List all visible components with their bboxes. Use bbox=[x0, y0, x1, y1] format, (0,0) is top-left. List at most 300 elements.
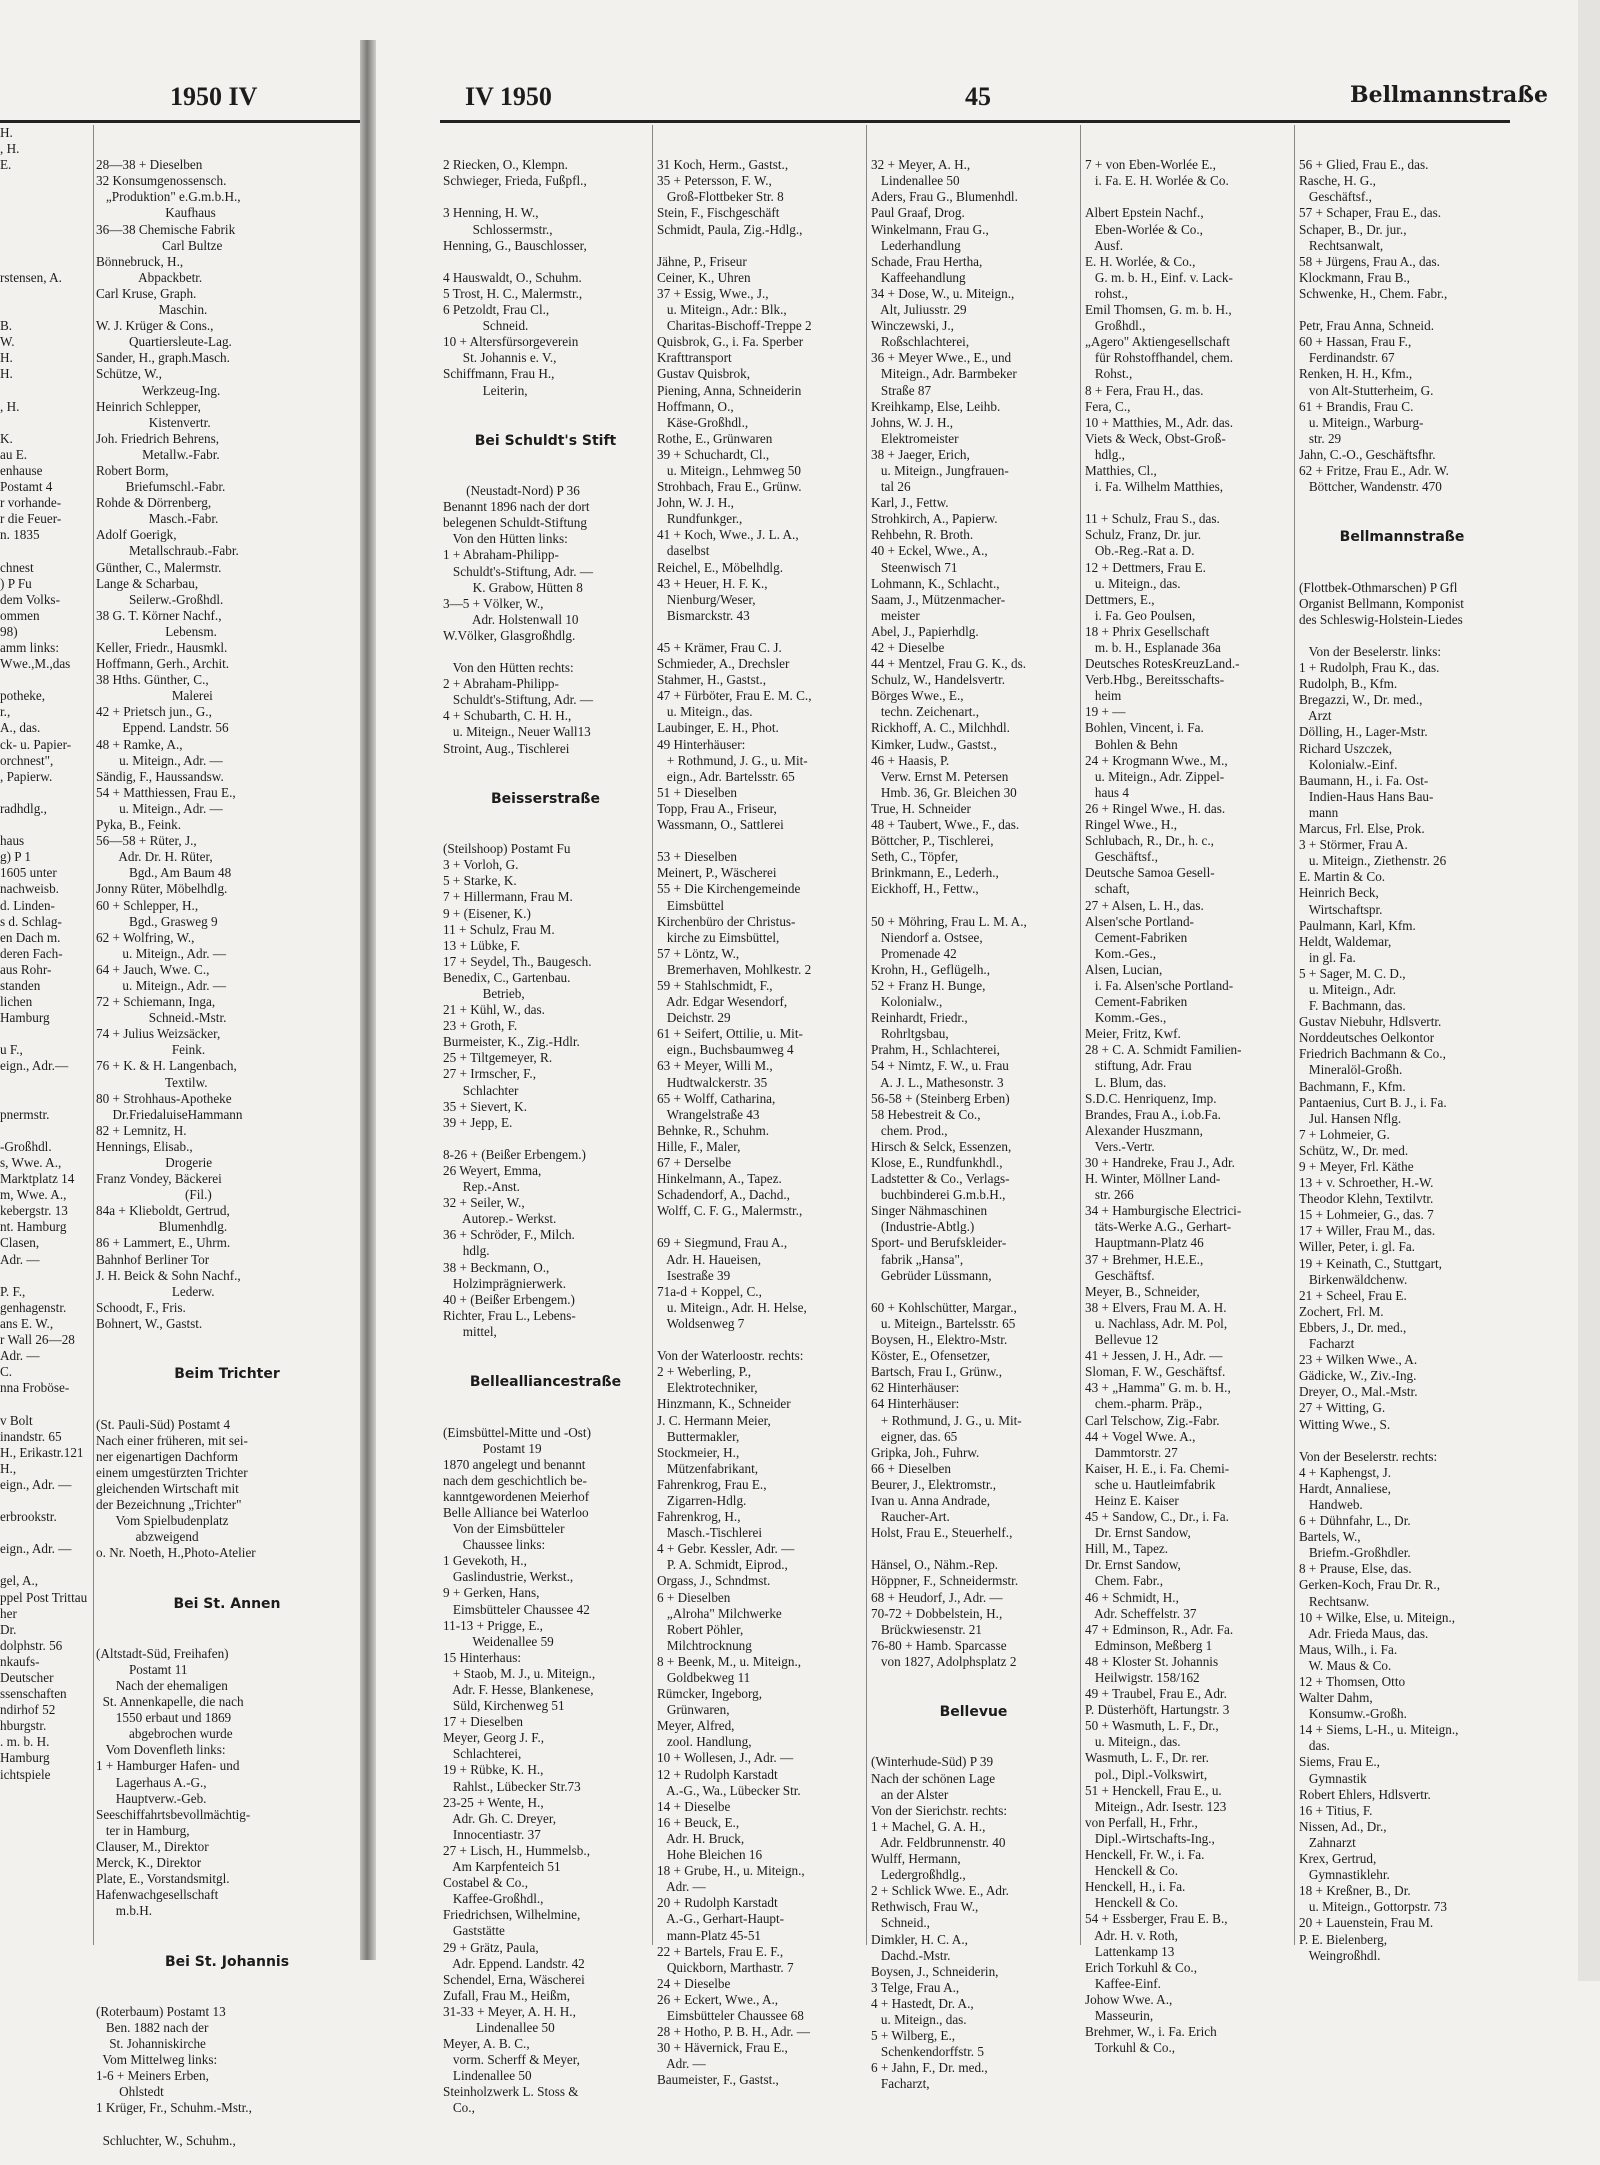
directory-entry-line: hburgstr. bbox=[0, 1718, 47, 1734]
directory-entry-line: 13 + Lübke, F. bbox=[443, 937, 521, 953]
directory-entry-line: 62 + Wolfring, W., bbox=[96, 929, 195, 945]
directory-entry-line: S.D.C. Henriquenz, Imp. bbox=[1085, 1090, 1217, 1106]
directory-entry-line: orchnest", bbox=[0, 752, 54, 768]
directory-entry-line: u. Nachlass, Adr. M. Pol, bbox=[1085, 1315, 1228, 1331]
directory-entry-line: 38 + Elvers, Frau M. A. H. bbox=[1085, 1299, 1227, 1315]
directory-entry-line: Hoffmann, Gerh., Archit. bbox=[96, 656, 230, 672]
directory-entry-line bbox=[1299, 302, 1505, 318]
directory-entry-line: 2 + Weberling, P., bbox=[657, 1364, 752, 1380]
directory-entry-line: Blumenhdlg. bbox=[96, 1219, 228, 1235]
scan-edge bbox=[1578, 0, 1600, 1981]
directory-entry-line: Organist Bellmann, Komponist bbox=[1299, 595, 1464, 611]
directory-entry-line: Schütz, W., Dr. med. bbox=[1299, 1142, 1409, 1158]
directory-entry-line bbox=[0, 1075, 90, 1091]
directory-entry-line: Malerei bbox=[96, 688, 213, 704]
street-heading: Bellealliancestraße bbox=[469, 1374, 622, 1391]
directory-entry-line: 47 + Fürböter, Frau E. M. C., bbox=[657, 688, 812, 704]
directory-entry-line: das. bbox=[1299, 1738, 1330, 1754]
directory-entry-line: -Großhdl. bbox=[0, 1138, 52, 1154]
directory-entry-line: 21 + Scheel, Frau E. bbox=[1299, 1287, 1407, 1303]
directory-entry-line: Schoodt, F., Fris. bbox=[96, 1299, 186, 1315]
directory-entry-line: 7 + von Eben-Worlée E., bbox=[1085, 157, 1216, 173]
directory-entry-line: Behnke, R., Schuhm. bbox=[657, 1122, 770, 1138]
directory-entry-line: Benedix, C., Gartenbau. bbox=[443, 969, 571, 985]
directory-entry-line: J. C. Hermann Meier, bbox=[657, 1412, 771, 1428]
directory-entry-line: 62 + Fritze, Frau E., Adr. W. bbox=[1299, 462, 1449, 478]
directory-entry-line: u. Miteign., Adr. H. Helse, bbox=[657, 1299, 807, 1315]
directory-entry-line: Emil Thomsen, G. m. b. H., bbox=[1085, 302, 1232, 318]
directory-entry-line: Eppend. Landstr. 56 bbox=[96, 720, 229, 736]
directory-entry-line: Fahrenkrog, Frau E., bbox=[657, 1476, 767, 1492]
directory-entry-line: Meinert, P., Wäscherei bbox=[657, 865, 777, 881]
directory-entry-line: 65 + Wolff, Catharina, bbox=[657, 1090, 776, 1106]
directory-entry-line: techn. Zeichenart., bbox=[871, 704, 980, 720]
directory-entry-line: ichtspiele bbox=[0, 1766, 51, 1782]
directory-entry-line bbox=[0, 817, 90, 833]
directory-entry-line: Milchtrocknung bbox=[657, 1637, 752, 1653]
directory-entry-line: Hmb. 36, Gr. Bleichen 30 bbox=[871, 784, 1017, 800]
directory-entry-line: Brinkmann, E., Lederh., bbox=[871, 865, 999, 881]
directory-entry-line: Adr. — bbox=[657, 1879, 706, 1895]
directory-entry-line: heim bbox=[1085, 688, 1122, 704]
directory-entry-line: des Schleswig-Holstein-Liedes bbox=[1299, 611, 1463, 627]
directory-entry-line: Ceiner, K., Uhren bbox=[657, 269, 751, 285]
directory-entry-line: Bohlen, Vincent, i. Fa. bbox=[1085, 720, 1204, 736]
directory-entry-line: 54 + Essberger, Frau E. B., bbox=[1085, 1911, 1228, 1927]
directory-entry-line: Ledergroßhdlg., bbox=[871, 1867, 966, 1883]
directory-entry-line: 56-58 + (Steinberg Erben) bbox=[871, 1090, 1010, 1106]
directory-entry-line: 47 + Edminson, R., Adr. Fa. bbox=[1085, 1621, 1234, 1637]
directory-entry-line: 7 + Hillermann, Frau M. bbox=[443, 889, 573, 905]
directory-entry-line: Sloman, F. W., Geschäftsf. bbox=[1085, 1364, 1226, 1380]
directory-entry-line: Hudtwalckerstr. 35 bbox=[657, 1074, 768, 1090]
directory-entry-line: 1605 unter bbox=[0, 865, 57, 881]
directory-entry-line: 23-25 + Wente, H., bbox=[443, 1794, 544, 1810]
directory-entry-line: u. Miteign., Adr. Zippel- bbox=[1085, 768, 1225, 784]
directory-entry-line: rstensen, A. bbox=[0, 269, 62, 285]
directory-entry-line: 59 + Stahlschmidt, F., bbox=[657, 977, 773, 993]
directory-entry-line bbox=[0, 286, 90, 302]
directory-entry-line: Rahlst., Lübecker Str.73 bbox=[443, 1778, 581, 1794]
directory-entry-line: H. bbox=[0, 125, 13, 140]
directory-entry-line: 1 + Machel, G. A. H., bbox=[871, 1818, 986, 1834]
directory-entry-line: Jul. Hansen Nflg. bbox=[1299, 1110, 1402, 1126]
directory-entry-line: belegenen Schuldt-Stiftung bbox=[443, 515, 587, 531]
directory-entry-line bbox=[0, 1268, 90, 1284]
directory-entry-line: Klose, E., Rundfunkhdl., bbox=[871, 1155, 1003, 1170]
directory-entry-line: Reichel, E., Möbelhdlg. bbox=[657, 559, 783, 575]
directory-entry-line: P. A. Schmidt, Eiprod., bbox=[657, 1557, 788, 1573]
directory-entry-line: her bbox=[0, 1605, 17, 1621]
directory-entry-line: hdlg. bbox=[443, 1243, 490, 1259]
directory-entry-line: Eimsbütteler Chaussee 68 bbox=[657, 2007, 804, 2023]
directory-entry-line: Renken, H. H., Kfm., bbox=[1299, 366, 1413, 382]
directory-entry-line: Innocentiastr. 37 bbox=[443, 1826, 541, 1842]
directory-entry-line: Winkelmann, Frau G., bbox=[871, 221, 989, 237]
directory-entry-line: chem.-pharm. Präp., bbox=[1085, 1396, 1203, 1412]
directory-entry-line: g) P 1 bbox=[0, 849, 32, 865]
directory-entry-line: Weingroßhdl. bbox=[1299, 1947, 1381, 1963]
street-heading: Bei St. Johannis bbox=[164, 1953, 290, 1970]
directory-entry-line: str. 266 bbox=[1085, 1187, 1134, 1203]
directory-entry-line bbox=[0, 189, 90, 205]
directory-entry-line: Joh. Friedrich Behrens, bbox=[96, 430, 220, 446]
column-rule bbox=[652, 125, 653, 1945]
directory-entry-line: Henckell, Fr. W., i. Fa. bbox=[1085, 1847, 1205, 1863]
directory-entry-line: Bregazzi, W., Dr. med., bbox=[1299, 692, 1423, 708]
directory-entry-line: Rasche, H. G., bbox=[1299, 173, 1376, 189]
directory-entry-line: Robert Borm, bbox=[96, 462, 169, 478]
directory-entry-line: 48 + Ramke, A., bbox=[96, 736, 183, 752]
directory-entry-line: 27 + Lisch, H., Hummelsb., bbox=[443, 1842, 590, 1858]
directory-entry-line: eign., Adr. — bbox=[0, 1541, 72, 1557]
directory-entry-line: Ringel Wwe., H., bbox=[1085, 817, 1178, 833]
directory-entry-line: von Perfall, H., Frhr., bbox=[1085, 1814, 1198, 1830]
directory-entry-line: Schluchter, W., Schuhm., bbox=[96, 2132, 236, 2148]
directory-entry-line: kebergstr. 13 bbox=[0, 1203, 68, 1219]
directory-entry-line: „Agero" Aktiengesellschaft bbox=[1085, 334, 1230, 350]
directory-entry-line: Schlubach, R., Dr., h. c., bbox=[1085, 833, 1214, 849]
directory-entry-line: Eben-Worlée & Co., bbox=[1085, 221, 1203, 237]
directory-entry-line bbox=[0, 383, 90, 399]
directory-entry-line: 67 + Derselbe bbox=[657, 1155, 732, 1170]
directory-entry-line: Meyer, A. B. C., bbox=[443, 2036, 530, 2052]
directory-entry-line: 5 + Starke, K. bbox=[443, 873, 517, 889]
directory-entry-line: 39 + Schuchardt, Cl., bbox=[657, 446, 770, 462]
directory-entry-line: aus Rohr- bbox=[0, 961, 52, 977]
directory-entry-line: hdlg., bbox=[1085, 446, 1125, 462]
directory-entry-line: Richter, Frau L., Lebens- bbox=[443, 1307, 576, 1323]
directory-entry-line: Belle Alliance bei Waterloo bbox=[443, 1504, 589, 1520]
directory-entry-line bbox=[0, 415, 90, 431]
directory-entry-line bbox=[0, 1525, 90, 1541]
directory-entry-line: sche u. Hautleimfabrik bbox=[1085, 1476, 1216, 1492]
directory-entry-line: 60 + Hassan, Frau F., bbox=[1299, 334, 1412, 350]
directory-entry-line: o. Nr. Noeth, H.,Photo-Atelier bbox=[96, 1545, 256, 1561]
directory-entry-line: 98) bbox=[0, 623, 18, 639]
directory-entry-line: erbrookstr. bbox=[0, 1509, 57, 1525]
directory-entry-line: Von den Hütten links: bbox=[443, 531, 568, 547]
directory-entry-line: 28—38 + Dieselben bbox=[96, 157, 203, 173]
directory-entry-line: Schneid.-Mstr. bbox=[96, 1010, 227, 1026]
directory-entry-line: Von der Waterloostr. rechts: bbox=[657, 1348, 804, 1364]
directory-entry-line: H. bbox=[0, 350, 13, 366]
directory-entry-line: Rothe, E., Grünwaren bbox=[657, 430, 773, 446]
directory-entry-line: Pantaenius, Curt B. J., i. Fa. bbox=[1299, 1094, 1447, 1110]
directory-entry-line: Schneid., bbox=[871, 1915, 930, 1931]
directory-entry-line: 80 + Strohhaus-Apotheke bbox=[96, 1090, 232, 1106]
directory-entry-line: Bremerhaven, Mohlkestr. 2 bbox=[657, 961, 812, 977]
directory-entry-line: mann-Platz 45-51 bbox=[657, 1927, 762, 1943]
directory-entry-line: 20 + Lauenstein, Frau M. bbox=[1299, 1915, 1434, 1931]
directory-entry-line: K. bbox=[0, 430, 13, 446]
directory-entry-line: für Rohstoffhandel, chem. bbox=[1085, 350, 1234, 366]
directory-entry-line: Kolonialw.-Einf. bbox=[1299, 756, 1398, 772]
directory-entry-line: i. Fa. Alsen'sche Portland- bbox=[1085, 977, 1234, 993]
directory-entry-line: Hauptverw.-Geb. bbox=[96, 1790, 207, 1806]
directory-entry-line: Matthies, Cl., bbox=[1085, 462, 1157, 478]
directory-entry-line: 66 + Dieselben bbox=[871, 1460, 951, 1476]
column-2 bbox=[443, 125, 648, 2133]
directory-entry-line: 34 + Hamburgische Electrici- bbox=[1085, 1203, 1242, 1219]
directory-entry-line: Weidenallee 59 bbox=[443, 1633, 554, 1649]
directory-entry-line: Miteign., Adr. Isestr. 123 bbox=[1085, 1798, 1227, 1814]
directory-entry-line: 3 Henning, H. W., bbox=[443, 205, 539, 221]
directory-entry-line: Adr. H. Haueisen, bbox=[657, 1251, 762, 1267]
directory-entry-line: Geschäftsf. bbox=[1085, 1267, 1155, 1283]
directory-entry-line: u. Miteign., Lehmweg 50 bbox=[657, 462, 801, 478]
directory-entry-line: u. Miteign., das. bbox=[871, 2011, 967, 2027]
directory-entry-line: Heinrich Beck, bbox=[1299, 885, 1379, 901]
directory-entry-line: 53 + Dieselben bbox=[657, 849, 737, 865]
directory-entry-line: 60 + Schlepper, H., bbox=[96, 897, 199, 913]
directory-entry-line: Albert Epstein Nachf., bbox=[1085, 205, 1204, 221]
directory-entry-line: Zochert, Frl. M. bbox=[1299, 1303, 1384, 1319]
directory-entry-line: 26 Weyert, Emma, bbox=[443, 1163, 542, 1178]
directory-entry-line: 76 + K. & H. Langenbach, bbox=[96, 1058, 237, 1074]
directory-entry-line: Clasen, bbox=[0, 1235, 40, 1251]
directory-entry-line: Paulmann, Karl, Kfm. bbox=[1299, 917, 1416, 933]
directory-entry-line: 38 G. T. Körner Nachf., bbox=[96, 607, 222, 623]
directory-entry-line: Von der Sierichstr. rechts: bbox=[871, 1802, 1008, 1818]
directory-entry-line: Hohe Bleichen 16 bbox=[657, 1847, 763, 1863]
directory-entry-line: Alexander Huszmann, bbox=[1085, 1122, 1203, 1138]
directory-entry-line: H., bbox=[0, 1460, 20, 1476]
directory-entry-line: 43 + Heuer, H. F. K., bbox=[657, 575, 768, 591]
directory-entry-line: Metallschraub.-Fabr. bbox=[96, 543, 239, 559]
directory-entry-line: 56—58 + Rüter, J., bbox=[96, 833, 197, 849]
directory-entry-line: (Roterbaum) Postamt 13 bbox=[96, 2003, 226, 2019]
directory-entry-line: r Wall 26—28 bbox=[0, 1332, 75, 1348]
directory-entry-line: 8 + Prause, Else, das. bbox=[1299, 1561, 1412, 1577]
directory-entry-line: Gripka, Joh., Fuhrw. bbox=[871, 1444, 980, 1460]
directory-entry-line: Brandes, Frau A., i.ob.Fa. bbox=[1085, 1106, 1221, 1122]
directory-entry-line: Böttcher, P., Tischlerei, bbox=[871, 833, 994, 849]
directory-entry-line: Costabel & Co., bbox=[443, 1875, 528, 1891]
directory-entry-line: Vom Spielbudenplatz bbox=[96, 1513, 229, 1529]
directory-entry-line bbox=[0, 543, 90, 559]
directory-entry-line: Hafenwachgesellschaft bbox=[96, 1887, 219, 1903]
directory-entry-line: G. m. b. H., Einf. v. Lack- bbox=[1085, 269, 1233, 285]
directory-entry-line: Adr. Eppend. Landstr. 42 bbox=[443, 1955, 585, 1971]
directory-entry-line: Hinzmann, K., Schneider bbox=[657, 1396, 791, 1412]
directory-entry-line: Facharzt bbox=[1299, 1336, 1355, 1352]
directory-entry-line: Henckell & Co. bbox=[1085, 1895, 1179, 1911]
directory-entry-line: 64 Hinterhäuser: bbox=[871, 1396, 960, 1412]
directory-entry-line bbox=[0, 785, 90, 801]
directory-entry-line: Komm.-Ges., bbox=[1085, 1010, 1167, 1026]
directory-entry-line: , Papierw. bbox=[0, 768, 53, 784]
directory-entry-line: Dr. Ernst Sandow, bbox=[1085, 1525, 1191, 1541]
directory-entry-line: Richard Uszczek, bbox=[1299, 740, 1393, 756]
directory-entry-line: Adolf Goerigk, bbox=[96, 527, 177, 543]
directory-entry-line: Elektromeister bbox=[871, 430, 959, 446]
directory-entry-line: 37 + Essig, Wwe., J., bbox=[657, 285, 769, 301]
directory-entry-line: tal 26 bbox=[871, 479, 911, 495]
directory-entry-line: radhdlg., bbox=[0, 800, 47, 816]
directory-entry-line: 10 + Wollesen, J., Adr. — bbox=[657, 1750, 794, 1766]
directory-entry-line: Kimker, Ludw., Gastst., bbox=[871, 736, 997, 752]
directory-entry-line: s d. Schlag- bbox=[0, 913, 62, 929]
directory-entry-line: Rohrltgsbau, bbox=[871, 1026, 949, 1042]
directory-entry-line: 42 + Prietsch jun., G., bbox=[96, 704, 212, 720]
directory-entry-line: Dölling, H., Lager-Mstr. bbox=[1299, 724, 1428, 740]
directory-entry-line: 11-13 + Prigge, E., bbox=[443, 1617, 543, 1633]
directory-entry-line bbox=[871, 1284, 1076, 1300]
directory-entry-line: Meyer, Alfred, bbox=[657, 1718, 735, 1734]
directory-entry-line: Chaussee links: bbox=[443, 1537, 546, 1553]
directory-entry-line: Benannt 1896 nach der dort bbox=[443, 499, 590, 515]
directory-entry-line: Isestraße 39 bbox=[657, 1267, 731, 1283]
directory-entry-line: von Alt-Stutterheim, G. bbox=[1299, 382, 1434, 398]
directory-entry-line: 41 + Koch, Wwe., J. L. A., bbox=[657, 527, 799, 543]
directory-entry-line: Petr, Frau Anna, Schneid. bbox=[1299, 318, 1434, 334]
directory-entry-line: Gaslindustrie, Werkst., bbox=[443, 1569, 574, 1585]
directory-entry-line: (Eimsbüttel-Mitte und -Ost) bbox=[443, 1424, 591, 1440]
directory-entry-line: ck- u. Papier- bbox=[0, 736, 72, 752]
directory-entry-line: Masseurin, bbox=[1085, 2007, 1154, 2023]
directory-entry-line: u. Miteign., Ziethenstr. 26 bbox=[1299, 853, 1447, 869]
directory-entry-line: Adr. F. Hesse, Blankenese, bbox=[443, 1682, 594, 1697]
directory-entry-line: Franz Vondey, Bäckerei bbox=[96, 1171, 222, 1187]
directory-entry-line: Adr. Gh. C. Dreyer, bbox=[443, 1810, 557, 1826]
directory-entry-line: Brückwiesenstr. 21 bbox=[871, 1621, 982, 1637]
directory-entry-line: Karl, J., Fettw. bbox=[871, 495, 949, 511]
directory-entry-line: Dimkler, H. C. A., bbox=[871, 1931, 968, 1947]
directory-entry-line: 1 Krüger, Fr., Schuhm.-Mstr., bbox=[96, 2100, 252, 2116]
directory-entry-line: Schmieder, A., Drechsler bbox=[657, 656, 790, 672]
directory-entry-line: u. Miteign., Jungfrauen- bbox=[871, 462, 1009, 478]
directory-entry-line: Jonny Rüter, Möbelhdlg. bbox=[96, 881, 228, 897]
directory-entry-line: P. F., bbox=[0, 1283, 26, 1299]
directory-entry-line: Carl Kruse, Graph. bbox=[96, 285, 197, 301]
directory-entry-line: Heldt, Waldemar, bbox=[1299, 933, 1392, 949]
directory-entry-line: Günther, C., Malermstr. bbox=[96, 559, 222, 575]
directory-entry-line: Strohbach, Frau E., Grünw. bbox=[657, 479, 802, 495]
directory-entry-line: Von der Eimsbütteler bbox=[443, 1521, 565, 1537]
column-5 bbox=[1085, 125, 1290, 2072]
directory-entry-line: Rundfunkger., bbox=[657, 511, 743, 527]
directory-entry-line: 68 + Heudorf, J., Adr. — bbox=[871, 1589, 1003, 1605]
column-rule bbox=[1080, 125, 1081, 1945]
directory-entry-line: 27 + Witting, G. bbox=[1299, 1400, 1386, 1416]
directory-entry-line: Verb.Hbg., Bereitsschafts- bbox=[1085, 672, 1225, 688]
directory-entry-line: Walter Dahm, bbox=[1299, 1690, 1373, 1706]
directory-entry-line: Arzt bbox=[1299, 708, 1332, 724]
directory-entry-line: Kirchenbüro der Christus- bbox=[657, 913, 796, 929]
directory-entry-line: mittel, bbox=[443, 1323, 497, 1339]
directory-entry-line: F. Bachmann, das. bbox=[1299, 998, 1406, 1014]
directory-entry-line: Zigarren-Hdlg. bbox=[657, 1492, 747, 1508]
directory-entry-line bbox=[657, 1332, 862, 1348]
directory-entry-line: 56 + Glied, Frau E., das. bbox=[1299, 157, 1429, 173]
directory-entry-line: E. bbox=[0, 157, 12, 173]
directory-entry-line: 27 + Alsen, L. H., das. bbox=[1085, 897, 1204, 913]
directory-entry-line: W.Völker, Glasgroßhdlg. bbox=[443, 627, 576, 643]
directory-entry-line: Bismarckstr. 43 bbox=[657, 607, 750, 623]
directory-entry-line: Johow Wwe. A., bbox=[1085, 1991, 1173, 2007]
directory-entry-line: (Altstadt-Süd, Freihafen) bbox=[96, 1645, 229, 1661]
directory-entry-line: 1 Gevekoth, H., bbox=[443, 1553, 527, 1569]
directory-entry-line: Witting Wwe., S. bbox=[1299, 1416, 1391, 1432]
directory-entry-line bbox=[0, 205, 90, 221]
directory-entry-line: ter in Hamburg, bbox=[96, 1822, 190, 1838]
directory-entry-line: Bönnebruck, H., bbox=[96, 253, 184, 269]
directory-entry-line: daselbst bbox=[657, 543, 710, 559]
directory-entry-line: 19 + Keinath, C., Stuttgart, bbox=[1299, 1255, 1442, 1271]
directory-entry-line: 32 Konsumgenossensch. bbox=[96, 173, 227, 189]
directory-entry-line: eign., Buchsbaumweg 4 bbox=[657, 1042, 794, 1058]
directory-entry-line: 36 + Schröder, F., Milch. bbox=[443, 1227, 575, 1243]
directory-entry-line: 6 + Dühnfahr, L., Dr. bbox=[1299, 1513, 1411, 1529]
directory-entry-line: + Staob, M. J., u. Miteign., bbox=[443, 1665, 596, 1681]
directory-entry-line: Kaiser, H. E., i. Fa. Chemi- bbox=[1085, 1460, 1230, 1476]
directory-entry-line: 60 + Kohlschütter, Margar., bbox=[871, 1299, 1017, 1315]
directory-entry-line: 45 + Sandow, C., Dr., i. Fa. bbox=[1085, 1509, 1229, 1525]
directory-entry-line: 17 + Seydel, Th., Baugesch. bbox=[443, 953, 592, 969]
directory-entry-line: Hamburg bbox=[0, 1010, 50, 1026]
directory-entry-line: Fera, C., bbox=[1085, 398, 1131, 414]
directory-entry-line: 54 + Matthiessen, Frau E., bbox=[96, 784, 236, 800]
directory-entry-line: 3 + Störmer, Frau A. bbox=[1299, 837, 1408, 853]
directory-entry-line: zool. Handlung, bbox=[657, 1734, 752, 1750]
directory-entry-line: Ben. 1882 nach der bbox=[96, 2019, 209, 2035]
directory-entry-line: Bgd., Grasweg 9 bbox=[96, 913, 218, 929]
directory-entry-line bbox=[657, 624, 862, 640]
directory-entry-line: Burmeister, K., Zig.-Hdlr. bbox=[443, 1034, 580, 1050]
directory-entry-line bbox=[1085, 495, 1290, 511]
directory-entry-line: H. bbox=[0, 366, 13, 382]
directory-entry-line bbox=[1299, 1433, 1505, 1449]
directory-entry-line: Baumeister, F., Gastst., bbox=[657, 2072, 779, 2088]
right-header-rule bbox=[440, 120, 1510, 123]
directory-entry-line: Meier, Fritz, Kwf. bbox=[1085, 1026, 1181, 1042]
directory-entry-line: Bohlen & Behn bbox=[1085, 736, 1178, 752]
directory-entry-line: Hamburg bbox=[0, 1750, 50, 1766]
directory-entry-line: Adr. — bbox=[657, 2056, 706, 2072]
directory-entry-line: einem umgestürzten Trichter bbox=[96, 1464, 248, 1480]
directory-entry-line: Plate, E., Vorstandsmitgl. bbox=[96, 1871, 230, 1887]
directory-entry-line: u. Miteign., das. bbox=[1085, 1734, 1181, 1750]
directory-entry-line: 2 + Schlick Wwe. E., Adr. bbox=[871, 1883, 1009, 1899]
directory-entry-line: Orgass, J., Schndmst. bbox=[657, 1573, 771, 1589]
directory-entry-line: Von der Beselerstr. rechts: bbox=[1299, 1448, 1438, 1464]
street-heading: Bellevue bbox=[939, 1704, 1008, 1721]
directory-entry-line: der Bezeichnung „Trichter" bbox=[96, 1496, 242, 1512]
directory-entry-line: 28 + Hotho, P. B. H., Adr. — bbox=[657, 2024, 810, 2040]
directory-entry-line: Stahmer, H., Gastst., bbox=[657, 672, 766, 688]
directory-entry-line: Schendel, Erna, Wäscherei bbox=[443, 1971, 585, 1987]
directory-entry-line: 2 Riecken, O., Klempn. bbox=[443, 157, 568, 173]
directory-entry-line: Alsen, Lucian, bbox=[1085, 961, 1163, 977]
directory-entry-line: Geschäftsf., bbox=[1085, 849, 1158, 865]
column-rule bbox=[93, 125, 94, 1945]
directory-entry-line: Brehmer, W., i. Fa. Erich bbox=[1085, 2024, 1217, 2040]
directory-entry-line bbox=[443, 189, 648, 205]
left-partial-column bbox=[0, 125, 90, 1783]
directory-entry-line: 63 + Meyer, Willi M., bbox=[657, 1058, 773, 1074]
directory-entry-line: 49 + Traubel, Frau E., Adr. bbox=[1085, 1686, 1227, 1702]
directory-entry-line: 45 + Krämer, Frau C. J. bbox=[657, 640, 782, 655]
directory-entry-line: Mützenfabrikant, bbox=[657, 1460, 759, 1476]
directory-entry-line bbox=[1299, 628, 1505, 644]
directory-entry-line: Adr. Dr. H. Rüter, bbox=[96, 849, 213, 865]
directory-entry-line: 1 + Abraham-Philipp- bbox=[443, 547, 559, 563]
directory-entry-line: Lindenallee 50 bbox=[443, 2019, 555, 2035]
directory-entry-line: 62 Hinterhäuser: bbox=[871, 1380, 960, 1396]
directory-entry-line bbox=[871, 898, 1076, 914]
directory-entry-line: Paul Graaf, Drog. bbox=[871, 205, 965, 221]
